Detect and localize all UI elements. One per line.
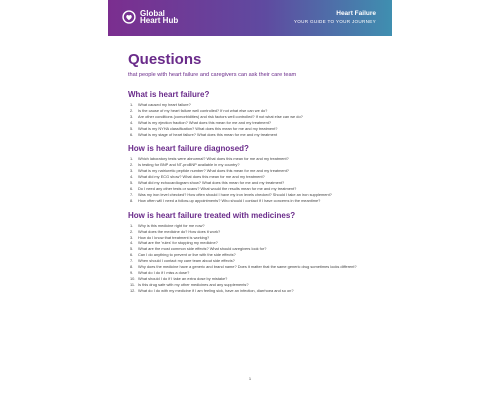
question-text: Are other conditions (comorbidities) and risk factors well controlled? If not what else can we do? bbox=[138, 113, 303, 119]
question-item bbox=[130, 132, 378, 138]
question-number: 5. bbox=[130, 246, 134, 252]
question-text: What is my natriuretic peptide number? What does this mean for me and my treatment? bbox=[138, 168, 289, 174]
question-text: What is my stage of heart failure? What does this mean for me and my treatment bbox=[138, 131, 278, 137]
question-text: How do I know that treatment is working? bbox=[138, 234, 210, 240]
question-number: 6. bbox=[130, 131, 134, 137]
section-title: How is heart failure treated with medicines? bbox=[128, 210, 296, 220]
question-text: What is my NYHA classification? What does this mean for me and my treatment? bbox=[138, 125, 278, 131]
question-list bbox=[128, 156, 378, 203]
question-number: 5. bbox=[130, 180, 134, 186]
question-number: 3. bbox=[130, 234, 134, 240]
question-text: Is this drug safe with my other medicines and any supplements? bbox=[138, 281, 249, 287]
question-number: 7. bbox=[130, 191, 134, 197]
question-text: Why does the medicine have a generic and brand name? Does it matter that the same generic drug sometimes looks different? bbox=[138, 264, 357, 270]
question-text: What does the medicine do? How does it work? bbox=[138, 228, 221, 234]
question-text: Which laboratory tests were abnormal? What does this mean for me and my treatment? bbox=[138, 156, 289, 162]
page-title: Questions bbox=[128, 51, 202, 68]
header-subtitle: YOUR GUIDE TO YOUR JOURNEY bbox=[293, 19, 376, 24]
page-number: 1 bbox=[248, 376, 252, 381]
question-number: 11. bbox=[130, 281, 136, 287]
question-text: What caused my heart failure? bbox=[138, 102, 191, 107]
question-text: How often will I need a follow-up appointments? Who should I contact if I have concerns in the meantime? bbox=[138, 197, 321, 203]
header-title: Heart Failure bbox=[336, 10, 376, 17]
section-title: What is heart failure? bbox=[128, 90, 210, 99]
question-number: 1. bbox=[130, 102, 134, 107]
question-number: 9. bbox=[130, 269, 134, 275]
header-right bbox=[294, 10, 376, 25]
question-number: 2. bbox=[130, 228, 134, 234]
page-subtitle: that people with heart failure and caregivers can ask their care team bbox=[128, 72, 297, 78]
question-number: 2. bbox=[130, 162, 134, 168]
question-number: 1. bbox=[130, 222, 134, 228]
question-text: Is testing for BNP and NT-proBNP available in my country? bbox=[138, 162, 240, 168]
logo bbox=[122, 10, 178, 24]
question-text: What is my ejection fraction? What does this mean for me and my treatment? bbox=[138, 119, 271, 125]
question-number: 2. bbox=[130, 107, 134, 113]
question-text: Is the cause of my heart failure well controlled? If not what else can we do? bbox=[138, 107, 268, 113]
question-list bbox=[128, 223, 378, 294]
document-page bbox=[108, 0, 392, 400]
question-number: 6. bbox=[130, 185, 134, 191]
question-number: 5. bbox=[130, 125, 134, 131]
question-number: 6. bbox=[130, 252, 134, 258]
question-text: What did my echocardiogram show? What does this mean for me and my treatment? bbox=[138, 180, 285, 186]
question-list bbox=[128, 102, 378, 137]
question-text: Do I need any other tests or scans? What would the results mean for me and my treatment? bbox=[138, 185, 297, 191]
question-text: What do I do with my medicine if I am feeling sick, have an infection, diarrhoea and so on? bbox=[138, 287, 294, 293]
section-title: How is heart failure diagnosed? bbox=[128, 144, 249, 154]
question-text: What are the 'rules' for stopping my medicine? bbox=[138, 240, 218, 246]
question-number: 8. bbox=[130, 264, 134, 270]
logo-text: Global Heart Hub bbox=[140, 9, 179, 25]
question-text: Why is this medicine right for me now? bbox=[138, 222, 205, 228]
header-banner bbox=[108, 0, 392, 36]
question-text: What should I do if I take an extra dose by mistake? bbox=[138, 275, 228, 281]
question-number: 4. bbox=[130, 240, 134, 246]
question-number: 4. bbox=[130, 174, 134, 180]
question-number: 8. bbox=[130, 197, 134, 203]
question-text: When should I contact my care team about side effects? bbox=[138, 258, 235, 264]
question-item bbox=[130, 198, 378, 204]
question-text: What do I do if I miss a dose? bbox=[138, 269, 190, 275]
heart-pin-icon bbox=[122, 10, 136, 24]
sections bbox=[128, 89, 378, 294]
question-number: 1. bbox=[130, 156, 134, 162]
question-number: 10. bbox=[130, 275, 136, 281]
question-number: 7. bbox=[130, 258, 134, 264]
question-text: Can I do anything to prevent or live with the side effects? bbox=[138, 252, 236, 258]
question-text: Was my iron level checked? How often should I have my iron levels checked? Should I take an iron supplement? bbox=[138, 191, 332, 197]
question-number: 3. bbox=[130, 168, 134, 174]
content bbox=[108, 51, 392, 294]
question-text: What did my ECG show? What does this mean for me and my treatment? bbox=[138, 174, 265, 180]
question-item bbox=[130, 288, 378, 294]
question-number: 12. bbox=[130, 287, 136, 293]
question-text: What are the most common side effects? What should caregivers look for? bbox=[138, 246, 267, 252]
question-number: 4. bbox=[130, 119, 134, 125]
question-number: 3. bbox=[130, 113, 134, 119]
